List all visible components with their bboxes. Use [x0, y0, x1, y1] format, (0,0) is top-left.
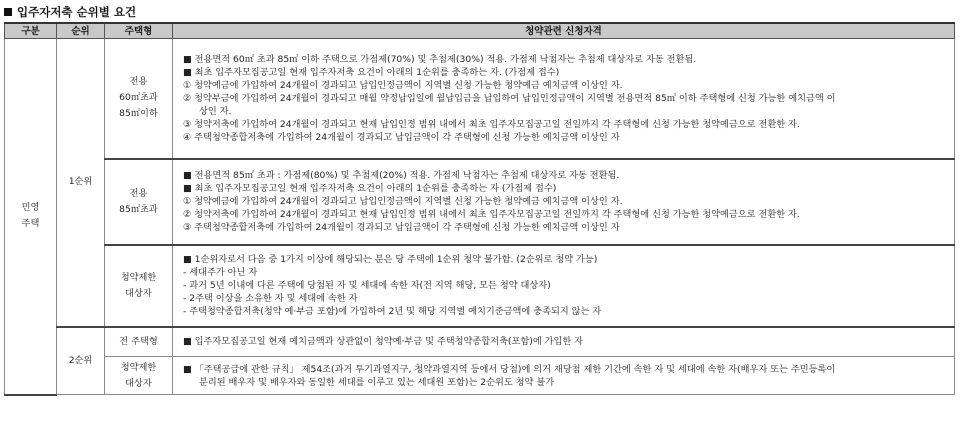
heading-text: 입주자저축 순위별 요건: [17, 5, 137, 19]
table-row: [5, 245, 955, 327]
type-text: 전 주택형: [119, 335, 158, 347]
type-text: 전용 85㎡초과: [119, 187, 158, 215]
text-line: - 주택청약종합저축(청약 예·부금 포함)에 가입하여 2년 및 해당 지역별 예치기준금액에 충족되지 않는 자: [183, 306, 602, 317]
rank2-cell: 2순위: [57, 327, 105, 395]
text-line: ■ 「주택공급에 관한 규칙」 제54조(과거 투기과열지구, 청약과열지역 등에서 당첨)에 의거 재당첨 제한 기간에 속한 자 및 세대에 속한 자(배우자 또는 주민등록이: [183, 363, 836, 375]
type-cell: [105, 159, 173, 245]
text-line: ■ 입주자모집공고일 현재 예치금액과 상관없이 청약예·부금 및 주택청약종합저축(포함)에 가입한 자: [183, 336, 584, 348]
type-cell: [105, 245, 173, 327]
type-cell: [105, 327, 173, 357]
text-line: ■ 최초 입주자모집공고일 현재 입주자저축 요건이 아래의 1순위를 충족하는 자. (가점제 접수): [183, 66, 560, 78]
black-square-icon: [4, 8, 12, 16]
text-line: ③ 청약저축에 가입하여 24개월이 경과되고 현재 납입인정 범위 내에서 최초 입주자모집공고일 전일까지 각 주택형에 신청 가능한 청약예금으로 전환한 자.: [183, 118, 800, 130]
type-cell: [105, 357, 173, 395]
col-header-rank: 순위: [57, 23, 105, 39]
text-line: ④ 주택청약종합저축에 가입하여 24개월이 경과되고 납입금액이 각 주택형에 신청 가능한 예치금액 이상인 자: [183, 131, 620, 143]
text-line: ■ 1순위자로서 다음 중 1가지 이상에 해당되는 분은 당 주택에 1순위 청약 불가함. (2순위로 청약 가능): [183, 254, 598, 265]
type-text: 전용 60㎡초과 85㎡이하: [119, 76, 158, 120]
eligibility-cell: [173, 159, 955, 245]
eligibility-cell: [173, 245, 955, 327]
table-row: [5, 357, 955, 395]
section-heading: [4, 4, 136, 20]
table-header-row: [5, 23, 955, 39]
text-line: ① 청약예금에 가입하여 24개월이 경과되고 납입인정금액이 지역별 신청 가능한 청약예금 예치금액 이상인 자.: [183, 196, 623, 207]
eligibility-cell: [173, 39, 955, 159]
text-line: 상인 자.: [199, 105, 232, 117]
table-row: [5, 39, 955, 159]
col-header-category: 구분: [5, 23, 57, 39]
type-cell: [105, 39, 173, 159]
eligibility-cell: [173, 327, 955, 357]
table-row: [5, 159, 955, 245]
text-line: - 2주택 이상을 소유한 자 및 세대에 속한 자: [183, 293, 358, 304]
category-cell: [5, 39, 57, 395]
text-line: 분리된 배우자 및 배우자와 동일한 세대를 이루고 있는 세대원 포함)는 2순위도 청약 불가: [199, 376, 555, 388]
text-line: - 과거 5년 이내에 다른 주택에 당첨된 자 및 세대에 속한 자(전 지역 해당, 모든 청약 대상자): [183, 280, 551, 291]
type-text: 청약제한 대상자: [120, 271, 157, 299]
text-line: ■ 최초 입주자모집공고일 현재 입주자저축 요건이 아래의 1순위를 충족하는 자 (가점제 접수): [183, 183, 557, 194]
text-line: - 세대주가 아닌 자: [183, 267, 258, 278]
table-row: [5, 327, 955, 357]
col-header-type: 주택형: [105, 23, 173, 39]
category-text: 민영 주택: [21, 202, 40, 230]
type-text: 청약제한 대상자: [120, 361, 157, 389]
text-line: ② 청약저축에 가입하여 24개월이 경과되고 현재 납입인정 범위 내에서 최초 입주자모집공고일 전일까지 각 주택형에 신청 가능한 청약예금으로 전환한 자.: [183, 209, 800, 220]
text-line: ③ 주택청약종합저축에 가입하여 24개월이 경과되고 납입금액이 각 주택형에 신청 가능한 예치금액 이상인 자: [183, 222, 620, 233]
requirements-table: [4, 22, 955, 396]
eligibility-cell: [173, 357, 955, 395]
text-line: ① 청약예금에 가입하여 24개월이 경과되고 납입인정금액이 지역별 신청 가능한 청약예금 예치금액 이상인 자.: [183, 79, 623, 91]
text-line: ■ 전용면적 60㎡ 초과 85㎡ 이하 주택으로 가점제(70%) 및 추첨제(30%) 적용. 가점제 낙첨자는 추첨제 대상자로 자동 전환됨.: [183, 53, 697, 65]
rank1-cell: 1순위: [57, 39, 105, 327]
text-line: ■ 전용면적 85㎡ 초과 : 가점제(80%) 및 추첨제(20%) 적용. 가점제 낙첨자는 추첨제 대상자로 자동 전환됨.: [183, 170, 620, 181]
text-line: ② 청약부금에 가입하여 24개월이 경과되고 매월 약정납입일에 월납입금을 납입하여 납입인정금액이 지역별 전용면적 85㎡ 이하 주택형에 신청 가능한 예치금액 이: [183, 92, 836, 104]
col-header-eligibility: 청약관련 신청자격: [173, 23, 955, 39]
